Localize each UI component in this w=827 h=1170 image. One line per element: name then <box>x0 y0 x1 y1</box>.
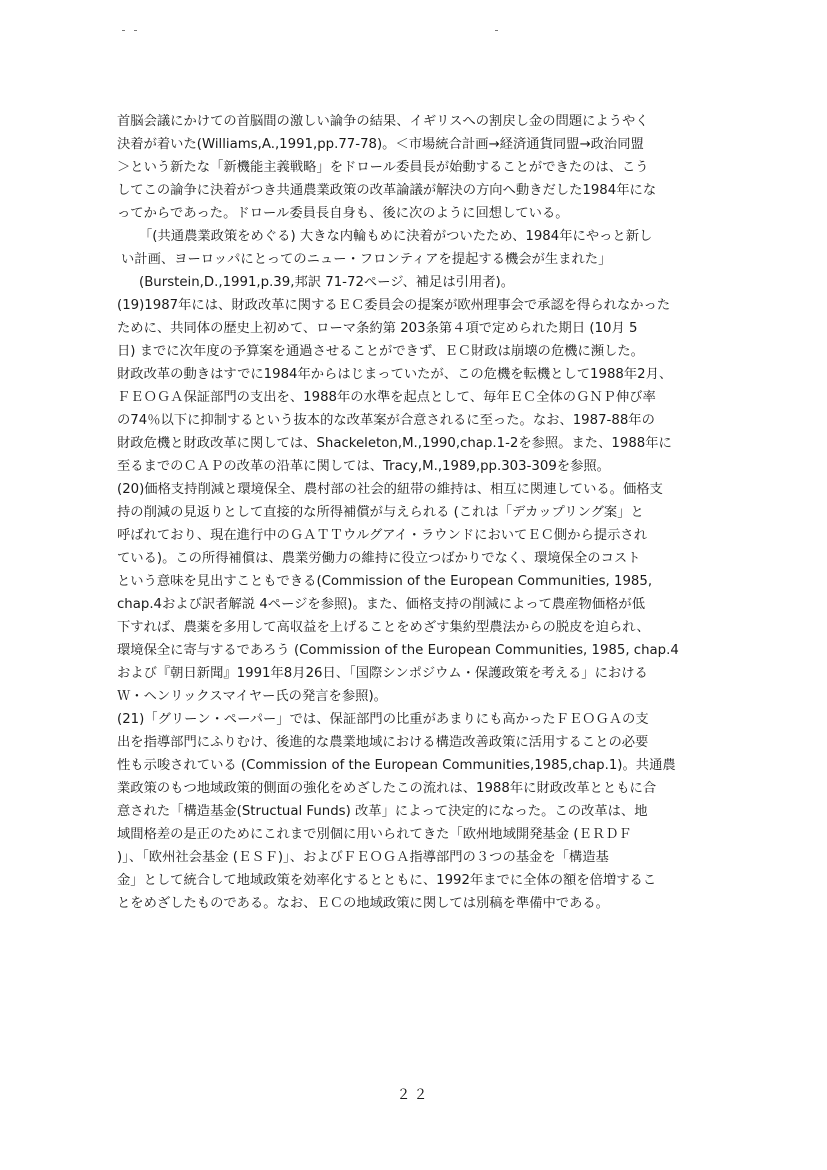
text-line: 性も示唆されている (Commission of the European Communities,1985,chap.1)。共通農 <box>117 758 676 773</box>
scan-mark <box>134 30 137 31</box>
text-line: 金」として統合して地域政策を効率化するとともに、1992年までに全体の額を倍増するこ <box>117 873 657 888</box>
footnote-19-line: (19)1987年には、財政改革に関するＥＣ委員会の提案が欧州理事会で承認を得られなかった <box>117 298 671 313</box>
text-line: 日) までに次年度の予算案を通過させることができず、ＥＣ財政は崩壊の危機に瀕した。 <box>117 344 644 359</box>
quote-line: 「(共通農業政策をめぐる) 大きな内輪もめに決着がついたため、1984年にやっと新し <box>139 229 653 244</box>
text-line: ために、共同体の歴史上初めて、ローマ条約第 203条第４項で定められた期日 (10月 5 <box>117 321 638 336</box>
quote-line: い計画、ヨーロッパにとってのニュー・フロンティアを提起する機会が生まれた」 <box>121 252 612 267</box>
scan-mark <box>122 30 125 31</box>
text-line: および『朝日新聞』1991年8月26日、「国際シンポジウム・保護政策を考える」における <box>117 666 648 681</box>
text-line: 下すれば、農薬を多用して高収益を上げることをめざす集約型農法からの脱皮を迫られ、 <box>117 620 650 635</box>
text-line: 財政危機と財政改革に関しては、Shackeleton,M.,1990,chap.1-2を参照。また、1988年に <box>117 436 672 451</box>
text-line: 持の削減の見返りとして直接的な所得補償が与えられる (これは「デカップリング案」と <box>117 505 644 520</box>
text-line: Ｗ・ヘンリックスマイヤー氏の発言を参照)。 <box>117 689 387 704</box>
footnote-20-line: (20)価格支持削減と環境保全、農村部の社会的紐帯の維持は、相互に関連している。価格支 <box>117 482 663 497</box>
text-line: 意された「構造基金(Structual Funds) 改革」によって決定的になった。この改革は、地 <box>117 804 648 819</box>
citation-line: (Burstein,D.,1991,p.39,邦訳 71-72ページ、補足は引用者)。 <box>139 275 515 290</box>
text-line: chap.4および訳者解説 4ページを参照)。また、価格支持の削減によって農産物価格が低 <box>117 597 646 612</box>
text-line: 財政改革の動きはすでに1984年からはじまっていたが、この危機を転機として1988年2月、 <box>117 367 673 382</box>
text-line: ＞という新たな「新機能主義戦略」をドロール委員長が始動することができたのは、こう <box>117 160 649 175</box>
text-line: 業政策のもつ地域政策的側面の強化をめざしたこの流れは、1988年に財政改革とともに合 <box>117 781 657 796</box>
page-number: ２２ <box>396 1087 431 1103</box>
text-line: 呼ばれており、現在進行中のＧＡＴＴウルグアイ・ラウンドにおいてＥＣ側から提示され <box>117 528 648 543</box>
footnotes-body <box>117 110 722 915</box>
scan-mark <box>495 30 498 31</box>
text-line: ってからであった。ドロール委員長自身も、後に次のように回想している。 <box>117 206 569 221</box>
text-line: という意味を見出すこともできる(Commission of the European Communities, 1985, <box>117 574 653 589</box>
text-line: )」、「欧州社会基金 (ＥＳＦ)」、およびＦＥＯＧＡ指導部門の３つの基金を「構造基 <box>117 850 609 865</box>
text-line: 決着が着いた(Williams,A.,1991,pp.77-78)。＜市場統合計画→経済通貨同盟→政治同盟 <box>117 137 644 152</box>
text-line: の74％以下に抑制するという抜本的な改革案が合意されるに至った。なお、1987-88年の <box>117 413 655 428</box>
text-line: 至るまでのＣＡＰの改革の沿革に関しては、Tracy,M.,1989,pp.303-309を参照。 <box>117 459 610 474</box>
text-line: 域間格差の是正のためにこれまで別個に用いられてきた「欧州地域開発基金 (ＥＲＤＦ <box>117 827 632 842</box>
text-line: 出を指導部門にふりむけ、後進的な農業地域における構造改善政策に活用することの必要 <box>117 735 649 750</box>
text-line: ＦＥＯＧＡ保証部門の支出を、1988年の水準を起点として、毎年ＥＣ全体のＧＮＰ伸び率 <box>117 390 656 405</box>
text-line: とをめざしたものである。なお、ＥＣの地域政策に関しては別稿を準備中である。 <box>117 896 609 911</box>
text-line: 環境保全に寄与するであろう (Commission of the European Communities, 1985, chap.4 <box>117 643 679 658</box>
footnote-21-line: (21)「グリーン・ペーパー」では、保証部門の比重があまりにも高かったＦＥＯＧＡの支 <box>117 712 649 727</box>
text-line: ている)。この所得補償は、農業労働力の維持に役立つばかりでなく、環境保全のコスト <box>117 551 641 566</box>
text-line: してこの論争に決着がつき共通農業政策の改革論議が解決の方向へ動きだした1984年にな <box>117 183 657 198</box>
text-line: 首脳会議にかけての首脳間の激しい論争の結果、イギリスへの割戻し金の問題にようやく <box>117 114 649 129</box>
